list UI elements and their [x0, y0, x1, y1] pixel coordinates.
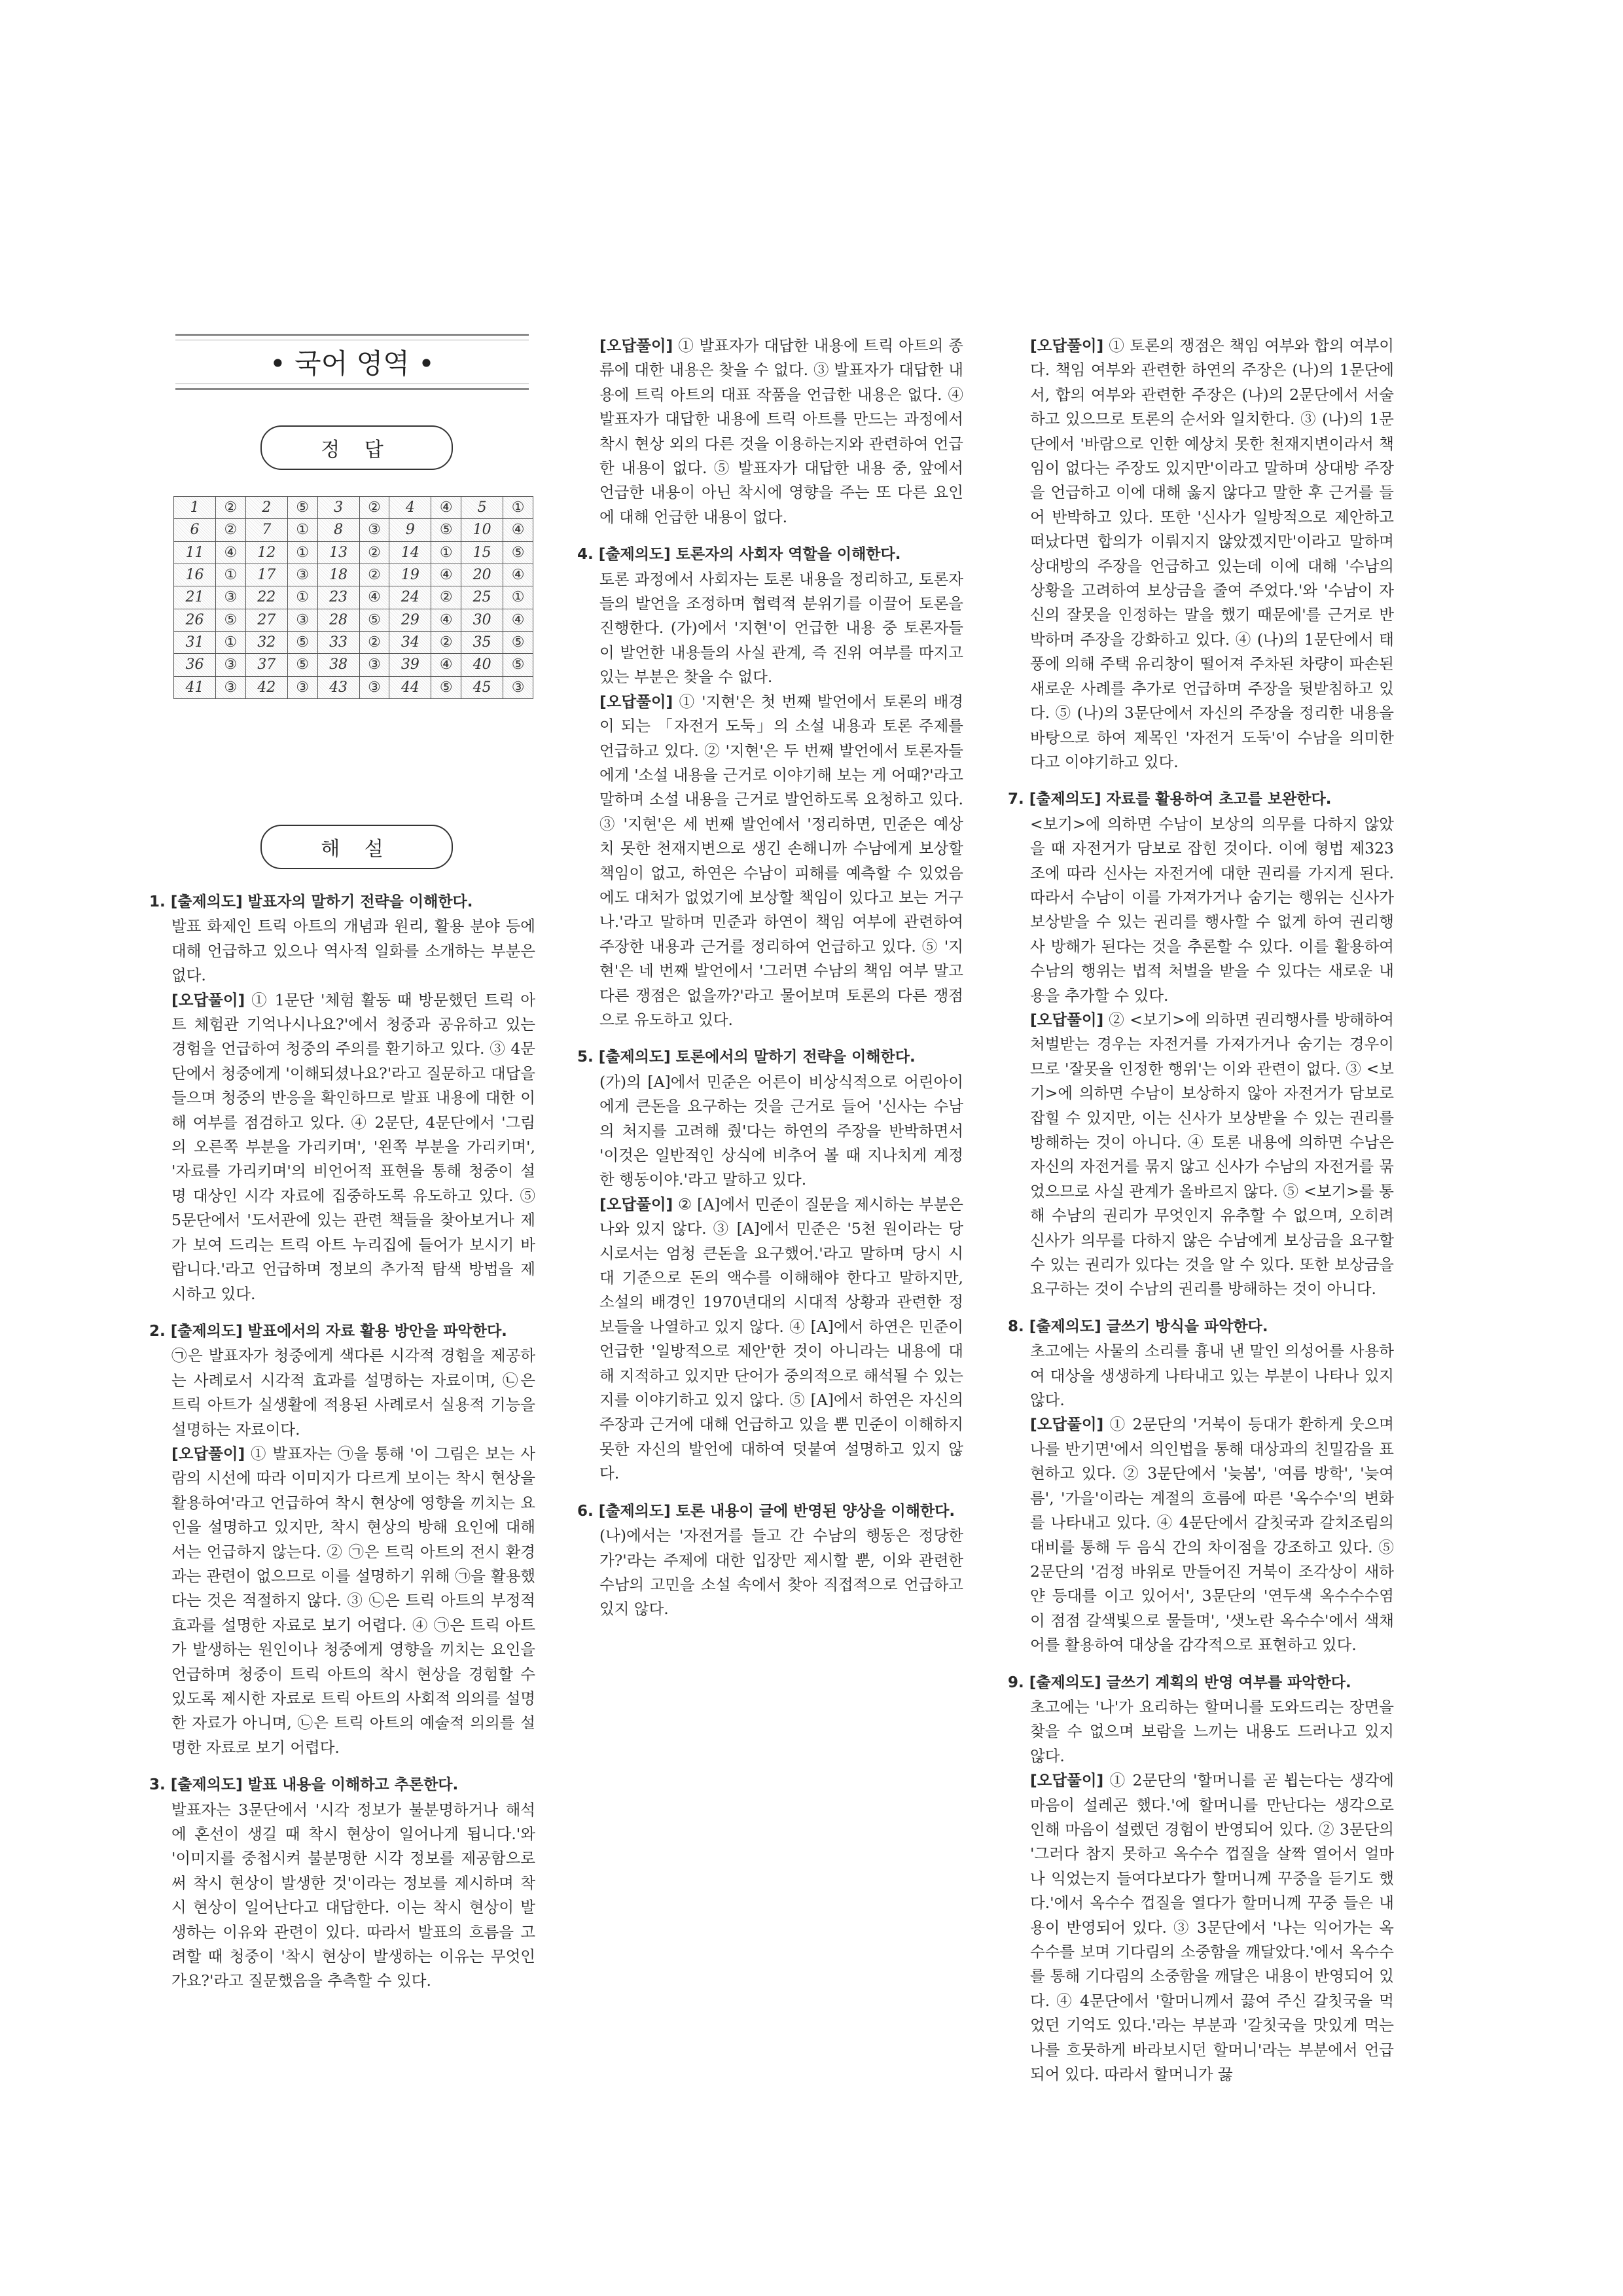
- answer-choice: ④: [503, 609, 533, 631]
- answer-choice: ⑤: [287, 497, 317, 519]
- answer-choice: ①: [503, 497, 533, 519]
- question-6-continued: [1008, 334, 1394, 774]
- column-2: [577, 334, 963, 1622]
- answer-number: 29: [389, 609, 431, 631]
- answer-row: [174, 631, 533, 653]
- question-6: [577, 1499, 963, 1622]
- answer-choice: ④: [503, 519, 533, 541]
- question-4-solution: [577, 690, 963, 1033]
- answer-number: 22: [245, 586, 287, 609]
- solution-text: ① 토론의 쟁점은 책임 여부와 합의 여부이다. 책임 여부와 관련한 하연의 주장은 (나)의 1문단에서, 합의 여부와 관련한 주장은 (나)의 2문단에서 서술하고 있으므로 토론의 순서와 일치한다. ③ (나)의 1문단에서 '바람으로 인한 예상치 못한 천재지변이라서 책임이 없다는 주장도 있지만'이라고 말하며 상대방 주장을 언급하고 이에 대해 옳지 않다고 말한 후 근거를 들어 반박하고 있다. 또한 '신사가 일방적으로 제안하고 떠났다면 합의가 이뤄지지 않았겠지만'이라고 말하며 상대방의 주장을 언급하고 있는데 이에 대해 '수남의 상황을 고려하여 보상금을 줄여 주었다.'와 '수남이 자신의 잘못을 인정하는 말을 했기 때문에'를 근거로 반박하며 주장을 강화하고 있다. ④ (나)의 1문단에서 태풍에 의해 주택 유리창이 떨어져 주차된 차량이 파손된 새로운 사례를 추가로 언급하며 주장을 뒷받침하고 있다. ⑤ (나)의 3문단에서 자신의 주장을 정리한 내용을 바탕으로 하여 제목인 '자전거 도둑'이 수남을 의미한다고 이야기하고 있다.: [1030, 336, 1394, 771]
- question-4-heading: 4. [출제의도] 토론자의 사회자 역할을 이해한다.: [577, 546, 901, 564]
- question-6-heading: 6. [출제의도] 토론 내용이 글에 반영된 양상을 이해한다.: [577, 1502, 955, 1520]
- answer-choice: ③: [359, 676, 389, 698]
- answer-number: 35: [461, 631, 503, 653]
- answer-number: 38: [317, 654, 359, 676]
- answer-number: 14: [389, 541, 431, 564]
- answer-number: 19: [389, 564, 431, 586]
- question-3: [149, 1773, 535, 1994]
- answer-choice: ④: [431, 609, 461, 631]
- answer-choice: ⑤: [216, 609, 246, 631]
- question-5: [577, 1045, 963, 1486]
- answer-number: 34: [389, 631, 431, 653]
- answer-number: 36: [174, 654, 216, 676]
- answer-number: 42: [245, 676, 287, 698]
- answer-label: 정 답: [260, 425, 453, 470]
- answer-choice: ③: [216, 676, 246, 698]
- answer-number: 4: [389, 497, 431, 519]
- answer-number: 12: [245, 541, 287, 564]
- answer-number: 45: [461, 676, 503, 698]
- answer-choice: ①: [431, 541, 461, 564]
- column-1: [149, 890, 535, 1994]
- answer-choice: ⑤: [431, 519, 461, 541]
- solution-text: ① 2문단의 '할머니를 곧 뵙는다는 생각에 마음이 설레곤 했다.'에 할머니를 만난다는 생각으로 인해 마음이 설렜던 경험이 반영되어 있다. ② 3문단의 '그러다 참지 못하고 옥수수 껍질을 살짝 열어서 얼마나 익었는지 들여다보다가 할머니께 꾸중을 듣기도 했다.'에서 옥수수 껍질을 열다가 할머니께 꾸중 들은 내용이 반영되어 있다. ③ 3문단에서 '나는 익어가는 옥수수를 보며 기다림의 소중함을 깨달았다.'에서 옥수수를 통해 기다림의 소중함을 깨달은 내용이 반영되어 있다. ④ 4문단에서 '할머니께서 끓여 주신 갈칫국을 먹었던 기억도 있다.'라는 부분과 '갈칫국을 맛있게 먹는 나를 흐뭇하게 바라보시던 할머니'라는 부분에서 언급되어 있다. 따라서 할머니가 끓: [1030, 1771, 1394, 2084]
- question-2-heading: 2. [출제의도] 발표에서의 자료 활용 방안을 파악한다.: [149, 1322, 507, 1340]
- answer-number: 3: [317, 497, 359, 519]
- question-9-body: 초고에는 '나'가 요리하는 할머니를 도와드리는 장면을 찾을 수 없으며 보람을 느끼는 내용도 드러나고 있지 않다.: [1030, 1697, 1394, 1765]
- answer-number: 21: [174, 586, 216, 609]
- question-5-solution: [577, 1193, 963, 1486]
- answer-choice: ⑤: [359, 609, 389, 631]
- answer-choice: ①: [287, 519, 317, 541]
- answer-number: 18: [317, 564, 359, 586]
- answer-row: [174, 586, 533, 609]
- solution-label: [오답풀이]: [599, 336, 673, 355]
- answer-number: 2: [245, 497, 287, 519]
- answer-choice: ⑤: [503, 541, 533, 564]
- answer-table: [173, 496, 533, 699]
- explanation-label: 해 설: [260, 825, 453, 869]
- question-7-body: <보기>에 의하면 수남이 보상의 의무를 다하지 않았을 때 자전거가 담보로 잡힌 것이다. 이에 형법 제323조에 따라 신사는 자전거에 대한 권리를 가지게 된다. 따라서 수남이 이를 가져가거나 숨기는 행위는 신사가 보상받을 수 있는 권리를 행사할 수 없게 하여 권리행사 방해가 된다는 것을 추론할 수 있다. 이를 활용하여 수남의 행위는 법적 처벌을 받을 수 있다는 새로운 내용을 추가할 수 있다.: [1030, 814, 1394, 1005]
- solution-label: [오답풀이]: [599, 692, 673, 711]
- solution-text: ① 발표자가 대답한 내용에 트릭 아트의 종류에 대한 내용은 찾을 수 없다. ③ 발표자가 대답한 내용에 트릭 아트의 대표 작품을 언급한 내용은 없다. ④ 발표자가 대답한 내용에 트릭 아트를 만드는 과정에서 착시 현상 외의 다른 것을 이용하는지와 관련하여 언급한 내용이 없다. ⑤ 발표자가 대답한 내용 중, 앞에서 언급한 내용이 아닌 착시에 영향을 주는 또 다른 요인에 대해 언급한 내용이 없다.: [599, 336, 963, 526]
- answer-row: [174, 541, 533, 564]
- answer-choice: ⑤: [503, 654, 533, 676]
- answer-choice: ②: [216, 497, 246, 519]
- question-1: [149, 890, 535, 1306]
- answer-number: 27: [245, 609, 287, 631]
- answer-choice: ①: [503, 586, 533, 609]
- answer-number: 30: [461, 609, 503, 631]
- answer-choice: ①: [287, 586, 317, 609]
- answer-number: 41: [174, 676, 216, 698]
- question-9: [1008, 1671, 1394, 2087]
- solution-label: [오답풀이]: [171, 1444, 245, 1463]
- answer-choice: ③: [216, 654, 246, 676]
- question-1-solution: [149, 988, 535, 1306]
- question-8: [1008, 1315, 1394, 1658]
- answer-choice: ②: [359, 497, 389, 519]
- answer-number: 39: [389, 654, 431, 676]
- question-7-heading: 7. [출제의도] 자료를 활용하여 초고를 보완한다.: [1008, 791, 1332, 808]
- question-3-solution: [577, 334, 963, 529]
- question-9-solution: [1008, 1768, 1394, 2087]
- question-1-heading: 1. [출제의도] 발표자의 말하기 전략을 이해한다.: [149, 893, 473, 910]
- answer-row: [174, 654, 533, 676]
- section-title: • 국어 영역 •: [175, 340, 529, 384]
- answer-number: 11: [174, 541, 216, 564]
- question-3-body: 발표자는 3문단에서 '시각 정보가 불분명하거나 해석에 혼선이 생길 때 착시 현상이 일어나게 됩니다.'와 '이미지를 중첩시켜 불분명한 시각 정보를 제공함으로써 착시 현상이 발생한 것'이라는 정보를 제시하며 착시 현상이 일어난다고 대답한다. 이는 착시 현상이 발생하는 이유와 관련이 있다. 따라서 발표의 흐름을 고려할 때 청중이 '착시 현상이 발생하는 이유는 무엇인가요?'라고 질문했음을 추측할 수 있다.: [171, 1800, 535, 1990]
- question-3-continued: [577, 334, 963, 529]
- answer-number: 16: [174, 564, 216, 586]
- question-8-heading: 8. [출제의도] 글쓰기 방식을 파악한다.: [1008, 1318, 1268, 1335]
- question-9-heading: 9. [출제의도] 글쓰기 계획의 반영 여부를 파악한다.: [1008, 1674, 1351, 1691]
- answer-choice: ①: [216, 564, 246, 586]
- answer-number: 33: [317, 631, 359, 653]
- answer-number: 43: [317, 676, 359, 698]
- question-5-heading: 5. [출제의도] 토론에서의 말하기 전략을 이해한다.: [577, 1049, 916, 1066]
- answer-number: 32: [245, 631, 287, 653]
- answer-number: 15: [461, 541, 503, 564]
- question-6-solution: [1008, 334, 1394, 774]
- answer-number: 1: [174, 497, 216, 519]
- answer-number: 26: [174, 609, 216, 631]
- answer-number: 7: [245, 519, 287, 541]
- answer-row: [174, 609, 533, 631]
- question-3-heading: 3. [출제의도] 발표 내용을 이해하고 추론한다.: [149, 1776, 459, 1794]
- solution-text: ② [A]에서 민준이 질문을 제시하는 부분은 나와 있지 않다. ③ [A]에서 민준은 '5천 원이라는 당시로서는 엄청 큰돈을 요구했어.'라고 말하며 당시 시대 기준으로 돈의 액수를 이해해야 한다고 말하지만, 소설의 배경인 1970년대의 시대적 상황과 관련한 정보들을 나열하고 있지 않다. ④ [A]에서 하연은 민준이 언급한 '일방적으로 제안'한 것이 아니라는 내용에 대해 지적하고 있지만 단어가 중의적으로 해석될 수 있는지를 이야기하고 있지 않다. ⑤ [A]에서 하연은 자신의 주장과 근거에 대해 언급하고 있을 뿐 민준이 이해하지 못한 자신의 발언에 대하여 덧붙여 설명하고 있지 않다.: [599, 1194, 963, 1483]
- solution-label: [오답풀이]: [1030, 1771, 1104, 1790]
- answer-choice: ⑤: [287, 654, 317, 676]
- solution-label: [오답풀이]: [1030, 336, 1104, 355]
- question-5-body: (가)의 [A]에서 민준은 어른이 비상식적으로 어린아이에게 큰돈을 요구하는 것을 근거로 들어 '신사는 수남의 처지를 고려해 줬'다는 하연의 주장을 반박하면서 '이것은 일반적인 상식에 비추어 볼 때 지나치게 계정한 행동이야.'라고 말하고 있다.: [599, 1072, 963, 1189]
- answer-choice: ③: [359, 519, 389, 541]
- answer-number: 5: [461, 497, 503, 519]
- answer-choice: ③: [503, 676, 533, 698]
- answer-number: 37: [245, 654, 287, 676]
- answer-number: 44: [389, 676, 431, 698]
- answer-number: 31: [174, 631, 216, 653]
- answer-number: 23: [317, 586, 359, 609]
- answer-choice: ②: [431, 586, 461, 609]
- answer-choice: ②: [216, 519, 246, 541]
- question-8-solution: [1008, 1412, 1394, 1657]
- answer-number: 25: [461, 586, 503, 609]
- answer-row: [174, 519, 533, 541]
- answer-choice: ③: [359, 654, 389, 676]
- answer-choice: ⑤: [503, 631, 533, 653]
- answer-row: [174, 497, 533, 519]
- answer-choice: ③: [216, 586, 246, 609]
- question-8-body: 초고에는 사물의 소리를 흉내 낸 말인 의성어를 사용하여 대상을 생생하게 나타내고 있는 부분이 나타나 있지 않다.: [1030, 1342, 1394, 1410]
- answer-number: 28: [317, 609, 359, 631]
- answer-number: 40: [461, 654, 503, 676]
- answer-choice: ①: [216, 631, 246, 653]
- solution-text: ① 2문단의 '거북이 등대가 환하게 웃으며 나를 반기면'에서 의인법을 통해 대상과의 친밀감을 표현하고 있다. ② 3문단에서 '늦봄', '여름 방학', '늦여름', '가을'이라는 계절의 흐름에 따른 '옥수수'의 변화를 나타내고 있다. ④ 4문단에서 갈칫국과 갈치조림의 대비를 통해 두 음식 간의 차이점을 강조하고 있다. ⑤ 2문단의 '검정 바위로 만들어진 거북이 조각상이 새하얀 등대를 이고 있어서', 3문단의 '연두색 옥수수수염이 점점 갈색빛으로 물들며', '샛노란 옥수수'에서 색채어를 활용하여 대상을 감각적으로 표현하고 있다.: [1030, 1415, 1394, 1655]
- answer-choice: ③: [287, 676, 317, 698]
- answer-choice: ②: [359, 564, 389, 586]
- solution-label: [오답풀이]: [1030, 1010, 1104, 1029]
- answer-choice: ②: [359, 631, 389, 653]
- question-7: [1008, 787, 1394, 1302]
- answer-choice: ①: [287, 541, 317, 564]
- answer-number: 20: [461, 564, 503, 586]
- solution-text: ① 1문단 '체험 활동 때 방문했던 트릭 아트 체험관 기억나시나요?'에서 청중과 공유하고 있는 경험을 언급하여 청중의 주의를 환기하고 있다. ③ 4문단에서 청중에게 '이해되셨나요?'라고 질문하고 대답을 들으며 청중의 반응을 확인하므로 발표 내용에 대한 이해 여부를 점검하고 있다. ④ 2문단, 4문단에서 '그림의 오른쪽 부분을 가리키며', '왼쪽 부분을 가리키며', '자료를 가리키며'의 비언어적 표현을 통해 청중이 설명 대상인 시각 자료에 집중하도록 유도하고 있다. ⑤ 5문단에서 '도서관에 있는 관련 책들을 찾아보거나 제가 보여 드리는 트릭 아트 누리집에 들어가 보시기 바랍니다.'라고 언급하며 정보의 추가적 탐색 방법을 제시하고 있다.: [171, 990, 535, 1303]
- solution-label: [오답풀이]: [1030, 1415, 1104, 1434]
- answer-choice: ②: [431, 631, 461, 653]
- question-4-body: 토론 과정에서 사회자는 토론 내용을 정리하고, 토론자들의 발언을 조정하며 협력적 분위기를 이끌어 토론을 진행한다. (가)에서 '지현'이 언급한 내용 중 토론자들이 발언한 내용들의 사실 관계, 즉 진위 여부를 따지고 있는 부분은 찾을 수 없다.: [599, 569, 963, 687]
- section-title-box: [175, 334, 529, 390]
- answer-choice: ⑤: [431, 676, 461, 698]
- answer-choice: ④: [503, 564, 533, 586]
- solution-text: ① '지현'은 첫 번째 발언에서 토론의 배경이 되는 「자전거 도둑」의 소설 내용과 토론 주제를 언급하고 있다. ② '지현'은 두 번째 발언에서 토론자들에게 '소설 내용을 근거로 이야기해 보는 게 어때?'라고 말하며 소설 내용을 근거로 발언하도록 요청하고 있다. ③ '지현'은 세 번째 발언에서 '정리하면, 민준은 예상치 못한 천재지변으로 생긴 손해니까 수남에게 보상할 책임이 없고, 하연은 수남이 피해를 예측할 수 있었음에도 대처가 없었기에 보상할 책임이 있다고 보는 거구나.'라고 말하며 민준과 하연이 책임 여부에 관련하여 주장한 내용과 근거를 정리하여 언급하고 있다. ⑤ '지현'은 네 번째 발언에서 '그러면 수남의 책임 여부 말고 다른 쟁점은 없을까?'라고 물어보며 토론의 다른 쟁점으로 유도하고 있다.: [599, 692, 963, 1029]
- answer-row: [174, 676, 533, 698]
- answer-choice: ④: [216, 541, 246, 564]
- question-4: [577, 543, 963, 1032]
- question-1-body: 발표 화제인 트릭 아트의 개념과 원리, 활용 분야 등에 대해 언급하고 있으나 역사적 일화를 소개하는 부분은 없다.: [171, 917, 535, 985]
- answer-number: 6: [174, 519, 216, 541]
- answer-choice: ③: [287, 564, 317, 586]
- answer-number: 24: [389, 586, 431, 609]
- answer-choice: ②: [359, 541, 389, 564]
- question-2: [149, 1319, 535, 1760]
- column-3: [1008, 334, 1394, 2087]
- solution-label: [오답풀이]: [599, 1194, 673, 1213]
- answer-number: 9: [389, 519, 431, 541]
- answer-choice: ③: [287, 609, 317, 631]
- question-2-solution: [149, 1442, 535, 1760]
- question-6-body: (나)에서는 '자전거를 들고 간 수남의 행동은 정당한가?'라는 주제에 대한 입장만 제시할 뿐, 이와 관련한 수남의 고민을 소설 속에서 찾아 직접적으로 언급하고 있지 않다.: [599, 1526, 963, 1619]
- question-2-body: ㉠은 발표자가 청중에게 색다른 시각적 경험을 제공하는 사례로서 시각적 효과를 설명하는 자료이며, ㉡은 트릭 아트가 실생활에 적용된 사례로서 실용적 기능을 설명하는 자료이다.: [171, 1346, 535, 1439]
- answer-choice: ④: [359, 586, 389, 609]
- solution-label: [오답풀이]: [171, 990, 245, 1009]
- answer-row: [174, 564, 533, 586]
- solution-text: ① 발표자는 ㉠을 통해 '이 그림은 보는 사람의 시선에 따라 이미지가 다르게 보이는 착시 현상을 활용하여'라고 언급하여 착시 현상에 영향을 끼치는 요인을 설명하고 있지만, 착시 현상의 방해 요인에 대해서는 언급하지 않는다. ② ㉠은 트릭 아트의 전시 환경과는 관련이 없으므로 이를 설명하기 위해 ㉠을 활용했다는 것은 적절하지 않다. ③ ㉡은 트릭 아트의 부정적 효과를 설명한 자료로 보기 어렵다. ④ ㉠은 트릭 아트가 발생하는 원인이나 청중에게 영향을 끼치는 요인을 언급하며 청중이 트릭 아트의 착시 현상을 경험할 수 있도록 제시한 자료로 트릭 아트의 사회적 의의를 설명한 자료가 아니며, ㉡은 트릭 아트의 예술적 의의를 설명한 자료로 보기 어렵다.: [171, 1444, 535, 1757]
- answer-choice: ④: [431, 497, 461, 519]
- answer-choice: ④: [431, 654, 461, 676]
- question-7-solution: [1008, 1008, 1394, 1302]
- solution-text: ② <보기>에 의하면 권리행사를 방해하여 처벌받는 경우는 자전거를 가져가거나 숨기는 경우이므로 '잘못을 인정한 행위'는 이와 관련이 없다. ③ <보기>에 의하면 수남이 보상하지 않아 자전거가 담보로 잡힐 수 있지만, 이는 신사가 보상받을 수 있는 권리를 방해하는 것이 아니다. ④ 토론 내용에 의하면 수남은 자신의 자전거를 묶지 않고 신사가 수남의 자전거를 묶었으므로 사실 관계가 올바르지 않다. ⑤ <보기>를 통해 수남의 권리가 무엇인지 유추할 수 없으며, 오히려 신사가 의무를 다하지 않은 수남에게 보상금을 요구할 수 있는 권리가 있다는 것을 알 수 있다. 또한 보상금을 요구하는 것이 수남의 권리를 방해하는 것이 아니다.: [1030, 1010, 1394, 1299]
- answer-number: 10: [461, 519, 503, 541]
- answer-number: 13: [317, 541, 359, 564]
- answer-number: 8: [317, 519, 359, 541]
- answer-number: 17: [245, 564, 287, 586]
- answer-choice: ④: [431, 564, 461, 586]
- answer-choice: ⑤: [287, 631, 317, 653]
